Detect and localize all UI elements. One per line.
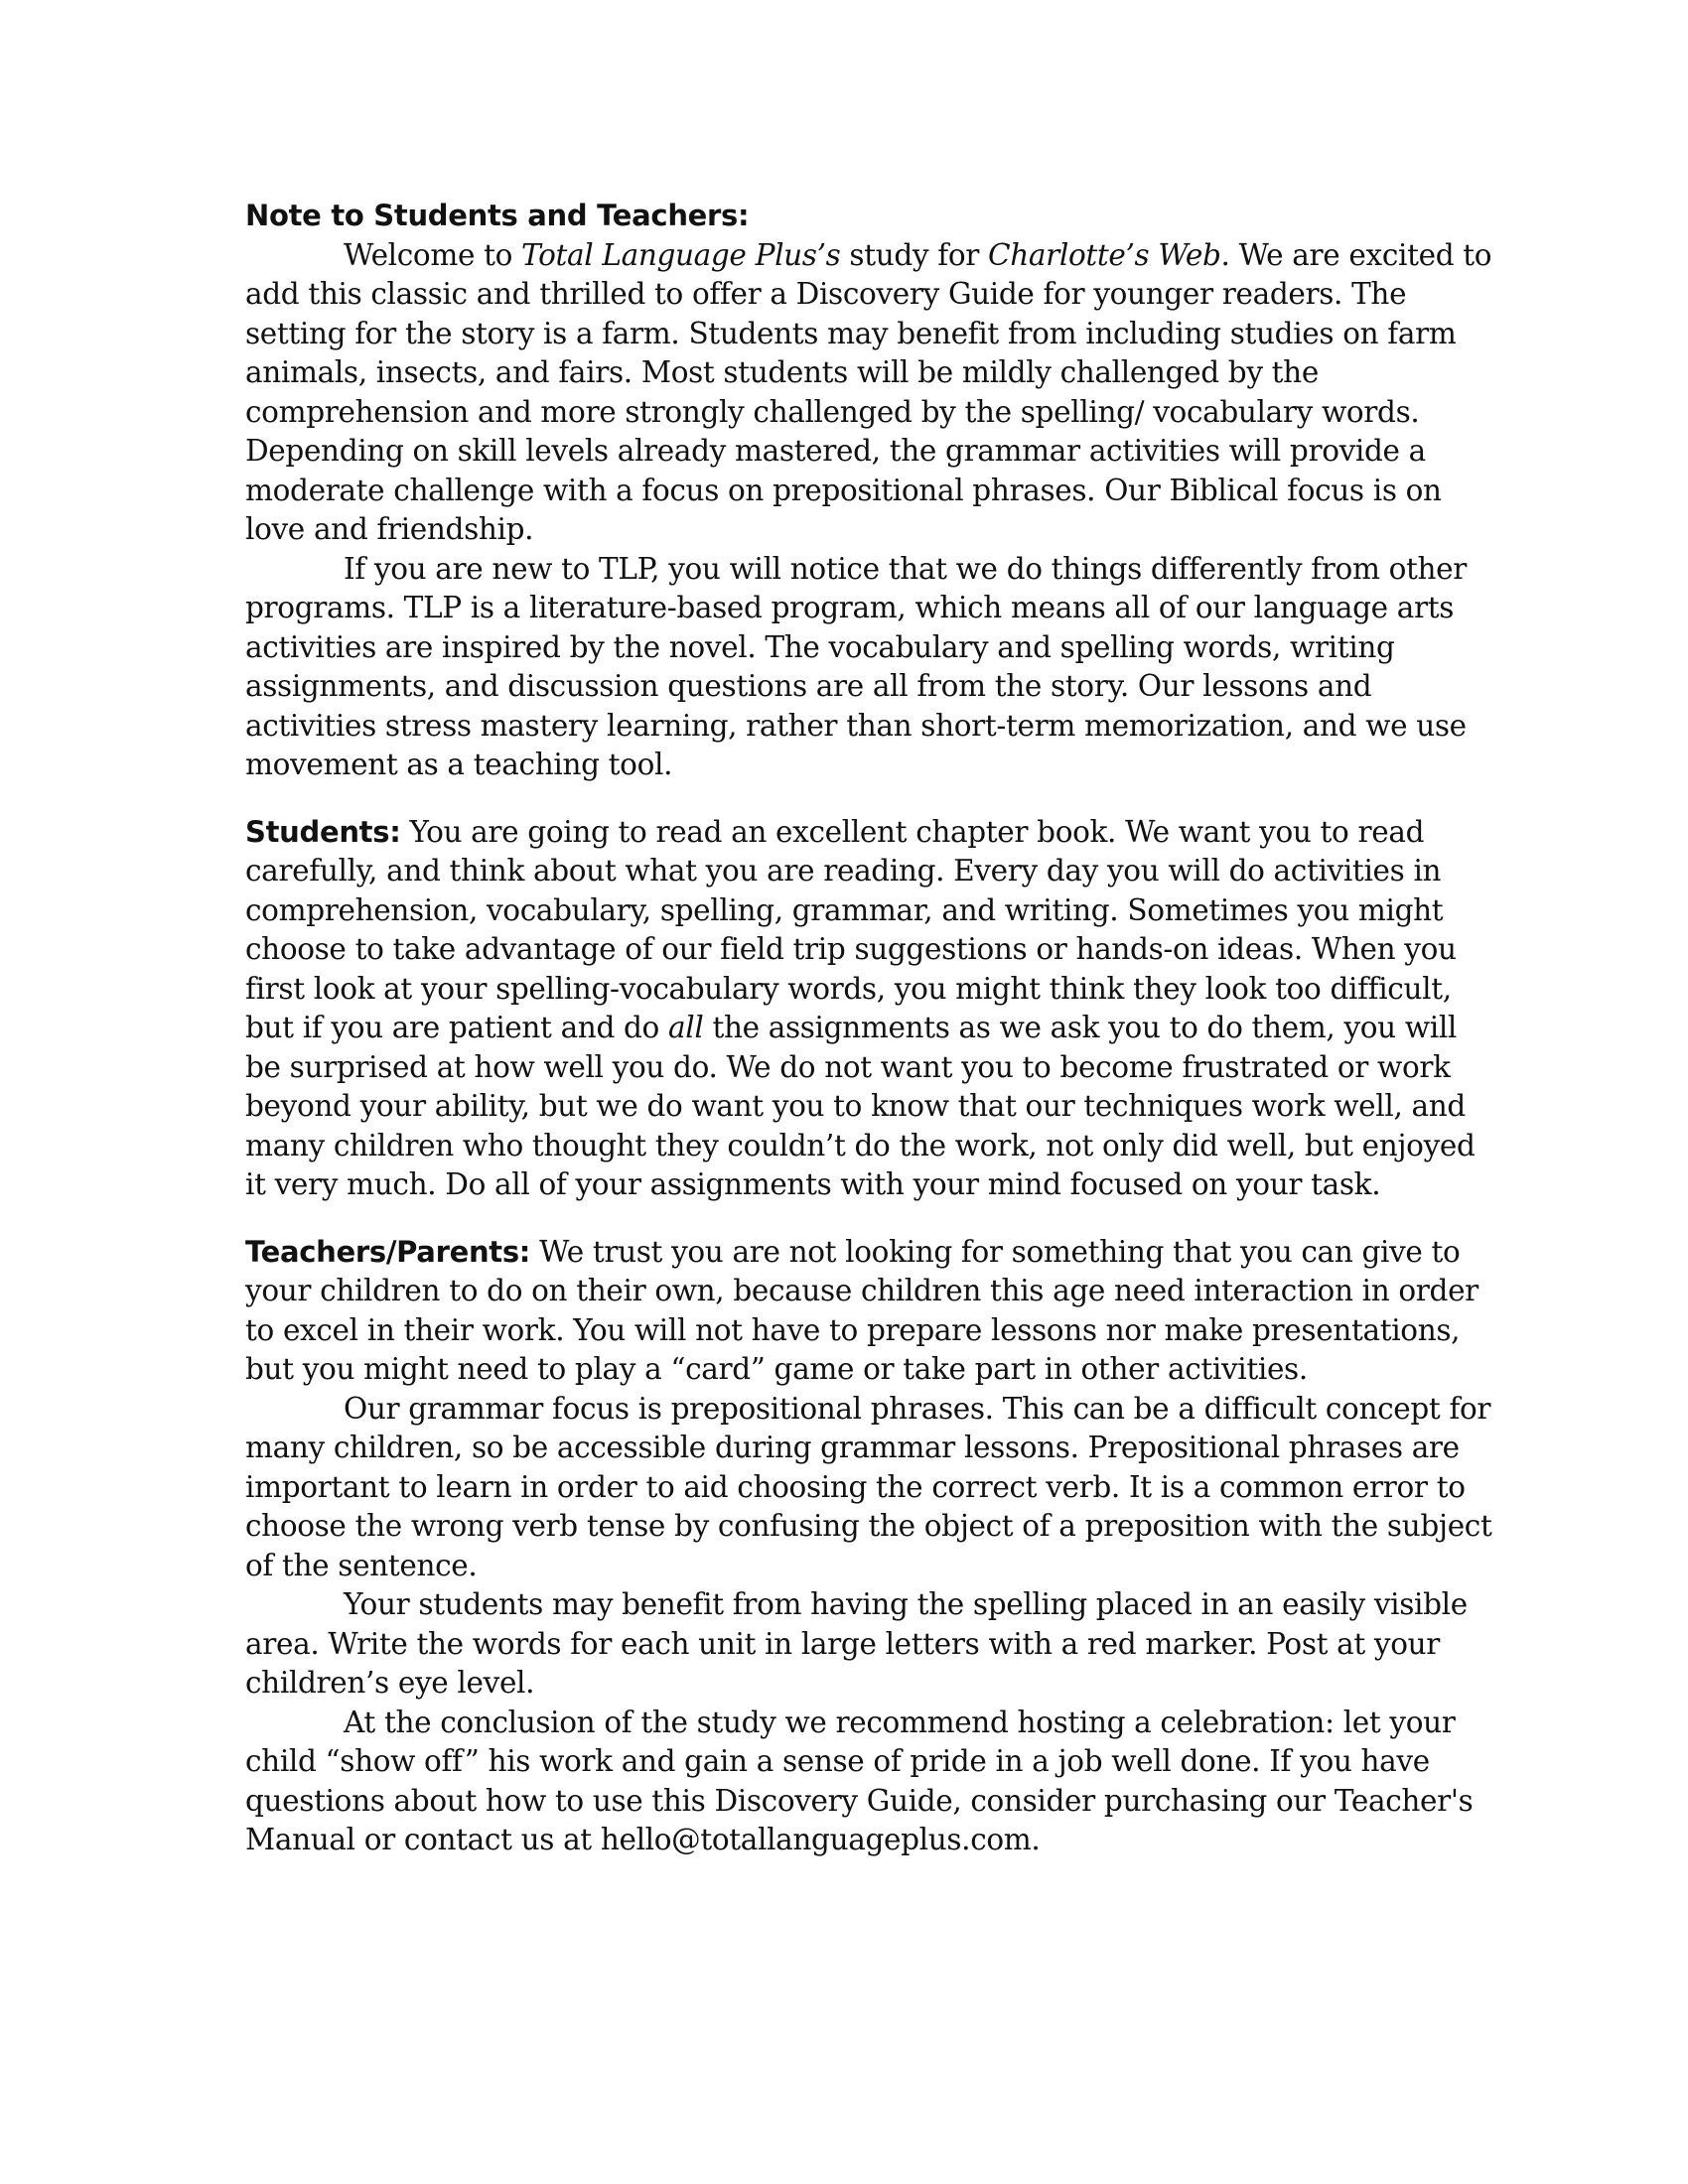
- intro-text-b: study for: [840, 237, 989, 272]
- teachers-paragraph-2: Our grammar focus is prepositional phrases. This can be a difficult concept for many children, so be accessible during grammar lessons. Prepositional phrases are important to learn in order to aid choosing the correct verb. It is a common error to choose the wrong verb tense by confusing the object of a preposition with the subject of the sentence.: [245, 1391, 1492, 1582]
- page-heading: Note to Students and Teachers:: [245, 199, 750, 232]
- teachers-paragraph-3: Your students may benefit from having the spelling placed in an easily visible area. Write the words for each unit in large letters with a red marker. Post at your children’s eye level.: [245, 1587, 1468, 1700]
- intro-paragraph-1: [245, 236, 1498, 550]
- teachers-label: Teachers/Parents:: [245, 1234, 531, 1269]
- intro-paragraph-2: If you are new to TLP, you will notice that we do things differently from other programs. TLP is a literature-based program, which means all of our language arts activities are inspired by the novel. The vocabulary and spelling words, writing assignments, and discussion questions are all from the story. Our lessons and activities stress mastery learning, rather than short-term memorization, and we use movement as a teaching tool.: [245, 551, 1468, 781]
- teachers-text-1: We trust you are not looking for something that you can give to your children to do on their own, because children this age need interaction in order to excel in their work. You will not have to prepare lessons nor make presentations, but you might need to play a “card” game or take part in other activities.: [245, 1234, 1478, 1386]
- intro-text-c: . We are excited to add this classic and thrilled to offer a Discovery Guide for younger readers. The setting for the story is a farm. Students may benefit from including studies on farm animals, insects, and fairs. Most students will be mildly challenged by the comprehension and more strongly challenged by the spelling/ vocabulary words. Depending on skill levels already mastered, the grammar activities will provide a moderate challenge with a focus on prepositional phrases. Our Biblical focus is on love and friendship.: [245, 237, 1492, 546]
- book-title: Charlotte’s Web: [988, 237, 1221, 272]
- students-label: Students:: [245, 814, 401, 849]
- teachers-paragraph-4: At the conclusion of the study we recommend hosting a celebration: let your child “show off” his work and gain a sense of pride in a job well done. If you have questions about how to use this Discovery Guide, consider purchasing our Teacher's Manual or contact us at hello@totallanguageplus.com.: [245, 1705, 1474, 1856]
- students-section: [245, 813, 1498, 1205]
- students-text-a: You are going to read an excellent chapter book. We want you to read carefully, and think about what you are reading. Every day you will do activities in comprehension, vocabulary, spelling, grammar, and writing. Sometimes you might choose to take advantage of our field trip suggestions or hands-on ideas. When you first look at your spelling-vocabulary words, you might think they look too difficult, but if you are patient and do: [245, 814, 1457, 1044]
- students-text-b: the assignments as we ask you to do them, you will be surprised at how well you do. We do not want you to become frustrated or work beyond your ability, but we do want you to know that our techniques work well, and many children who thought they couldn’t do the work, not only did well, but enjoyed it very much. Do all of your assignments with your mind focused on your task.: [245, 1011, 1476, 1201]
- students-emphasis: all: [668, 1011, 704, 1044]
- program-title: Total Language Plus’s: [521, 237, 841, 272]
- intro-text-a: Welcome to: [344, 237, 522, 272]
- document-body: [245, 197, 1498, 1860]
- teachers-section: [245, 1233, 1498, 1390]
